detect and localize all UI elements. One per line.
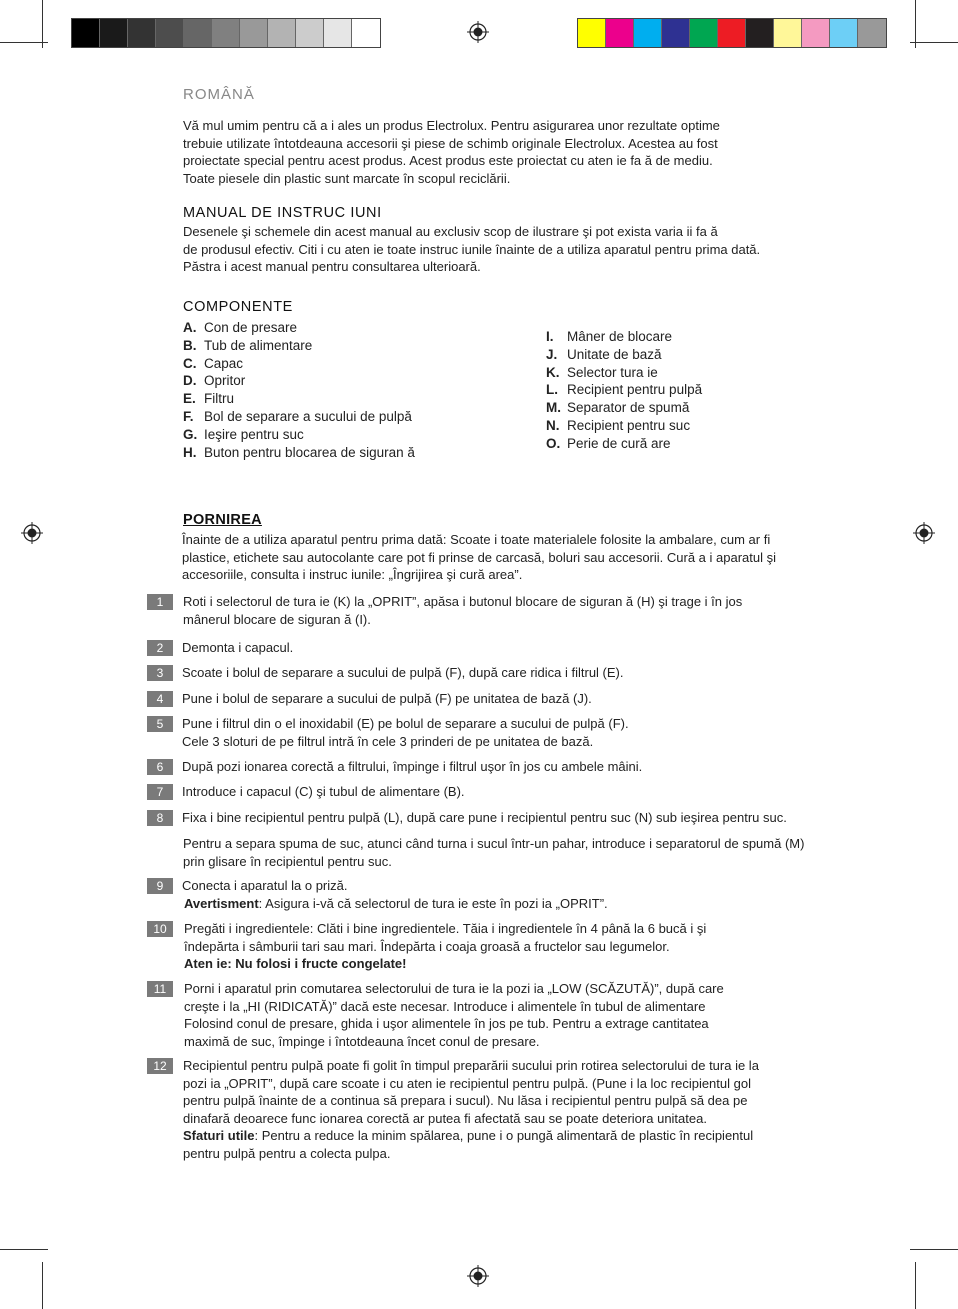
registration-mark-icon [913,522,935,544]
color-swatch [240,19,268,47]
color-swatch [352,19,380,47]
components-heading: COMPONENTE [183,299,293,315]
component-item: A. Con de presare [183,320,298,335]
color-swatch [184,19,212,47]
component-item: L. Recipient pentru pulpă [546,382,703,398]
step-7: Introduce i capacul (C) şi tubul de alimentare (B). [182,784,465,799]
component-item: O. Perie de cură are [546,435,671,451]
color-swatch [662,19,690,47]
component-item: I. Mâner de blocare [546,329,673,344]
color-swatch [802,19,830,47]
component-item: M. Separator de spumă [546,400,690,416]
start-line: accesoriile, consulta i instruc iunile: „Îngrijirea şi cură area”. [182,567,523,582]
components-list-right [546,328,702,453]
intro-line: proiectate special pentru acest produs. Acest produs este proiectat cu aten ie fa ă de mediu. [183,153,713,168]
step-number-badge: 10 [147,921,173,937]
start-paragraph [182,531,842,584]
start-heading: PORNIREA [183,512,262,528]
component-item: D. Opritor [183,373,246,389]
step-number-badge: 4 [147,691,173,707]
intro-paragraph [183,117,720,187]
color-swatch [830,19,858,47]
step-9: Conecta i aparatul la o priză. Avertisment: Asigura i-vă că selectorul de tura ie este în pozi ia „OPRIT”. [182,877,882,912]
color-swatch [634,19,662,47]
color-swatch [72,19,100,47]
step-9-warning: Avertisment: Asigura i-vă că selectorul de tura ie este în pozi ia „OPRIT”. [184,895,608,911]
crop-mark [915,0,916,48]
step-5: Pune i filtrul din o el inoxidabil (E) pe bolul de separare a sucului de pulpă (F). Cele 3 sloturi de pe filtrul intră în cele 3 prinderi de pe unitatea de bază. [182,716,629,749]
step-2: Demonta i capacul. [182,640,294,655]
step-10: Pregăti i ingredientele: Clăti i bine ingredientele. Tăia i ingredientele în 4 până la 6 bucă i şi îndepărta i sâmburii tari sau mari. Îndepărta i coaja groasă a fructelor sau legumelor. Aten ie: Nu folosi i fructe congelate! [184,920,884,973]
step-number-badge: 12 [147,1058,173,1074]
crop-mark [42,1262,43,1309]
color-swatch [128,19,156,47]
component-item: K. Selector tura ie [546,364,658,380]
component-item: J. Unitate de bază [546,346,662,362]
step-3: Scoate i bolul de separare a sucului de pulpă (F), după care ridica i filtrul (E). [182,665,624,680]
crop-mark [910,42,958,43]
color-swatch [296,19,324,47]
step-number-badge: 6 [147,759,173,775]
registration-mark-icon [467,1265,489,1287]
intro-line: Toate piesele din plastic sunt marcate în scopul reciclării. [183,170,511,186]
step-6: După pozi ionarea corectă a filtrului, împinge i filtrul uşor în jos cu ambele mâini. [182,759,643,774]
step-4: Pune i bolul de separare a sucului de pulpă (F) pe unitatea de bază (J). [182,691,592,706]
step-number-badge: 11 [147,981,173,997]
component-item: B. Tub de alimentare [183,337,313,353]
color-swatch [718,19,746,47]
crop-mark [910,1249,958,1250]
manual-line: Păstra i acest manual pentru consultarea ulterioară. [183,259,481,274]
step-number-badge: 3 [147,665,173,681]
intro-line: Vă mul umim pentru că a i ales un produs Electrolux. Pentru asigurarea unor rezultate optime [183,118,720,133]
components-list-left [183,319,415,461]
component-item: F. Bol de separare a sucului de pulpă [183,408,412,424]
color-swatch [606,19,634,47]
component-item: C. Capac [183,355,244,371]
color-calibration-bar [577,18,887,48]
grayscale-calibration-bar [71,18,381,48]
step-number-badge: 9 [147,878,173,894]
step-10-warning: Aten ie: Nu folosi i fructe congelate! [184,956,407,971]
step-number-badge: 5 [147,716,173,732]
color-swatch [858,19,886,47]
manual-line: de produsul efectiv. Citi i cu aten ie toate instruc iunile înainte de a utiliza aparatul pentru prima dată. [183,241,761,257]
manual-line: Desenele şi schemele din acest manual au exclusiv scop de ilustrare şi pot exista varia ii fa ă [183,224,718,239]
crop-mark [0,1249,48,1250]
language-heading: ROMÂNĂ [183,86,255,103]
crop-mark [0,42,48,43]
manual-heading: MANUAL DE INSTRUC IUNI [183,205,382,221]
step-number-badge: 7 [147,784,173,800]
intro-line: trebuie utilizate întotdeauna accesorii şi piese de schimb originale Electrolux. Acestea au fost [183,135,718,151]
component-item: E. Filtru [183,391,234,407]
step-8-note: Pentru a separa spuma de suc, atunci când turna i sucul într-un pahar, introduce i separatorul de spumă (M) prin glisare în recipientul pentru suc. [183,836,805,869]
color-swatch [100,19,128,47]
component-item: H. Buton pentru blocarea de siguran ă [183,444,415,460]
crop-mark [915,1262,916,1309]
step-12: Recipientul pentru pulpă poate fi golit în timpul preparării sucului prin rotirea selectorului de tura ie la pozi ia „OPRIT”, după care scoate i cu aten ie recipientul pentru pulpă. (Pune i la loc recipientul gol pentru pulpă înainte de a continua să prepara i sucul). Nu lăsa i recipientul pentru pulpă să dea pe dinafară deoarece func ionarea corectă ar putea fi afectată sau se poate deteriora unitatea. Sfaturi utile: Pentru a reduce la minim spălarea, pune i o pungă alimentară de plastic în recipientul pentru pulpă pentru a colecta pulpa. [183,1057,883,1162]
step-1: Roti i selectorul de tura ie (K) la „OPRIT”, apăsa i butonul blocare de siguran ă (H) şi trage i în jos mânerul blocare de siguran ă (I). [183,594,743,627]
color-swatch [212,19,240,47]
step-number-badge: 2 [147,640,173,656]
registration-mark-icon [21,522,43,544]
step-11: Porni i aparatul prin comutarea selectorului de tura ie la pozi ia „LOW (SCĂZUTĂ)”, după care creşte i la „HI (RIDICATĂ)” dacă este necesar. Introduce i alimentele în tubul de alimentare Folosind conul de presare, ghida i uşor alimentele în jos pe tub. Pentru a extrage cantitatea maximă de suc, împinge i întotdeauna încet conul de presare. [184,981,724,1049]
registration-mark-icon [467,21,489,43]
color-swatch [746,19,774,47]
start-line: plastice, etichete sau autocolante care pot fi prinse de carcasă, boluri sau accesorii. Cură a i aparatul şi [182,549,776,565]
step-number-badge: 1 [147,594,173,610]
color-swatch [324,19,352,47]
step-number-badge: 8 [147,810,173,826]
color-swatch [156,19,184,47]
component-item: G. Ieşire pentru suc [183,426,304,442]
manual-paragraph [183,223,760,276]
step-12-tips: Sfaturi utile: Pentru a reduce la minim spălarea, pune i o pungă alimentară de plastic în recipientul [183,1128,754,1143]
color-swatch [690,19,718,47]
color-swatch [578,19,606,47]
start-line: Înainte de a utiliza aparatul pentru prima dată: Scoate i toate materialele folosite la ambalare, cum ar fi [182,532,771,547]
step-8: Fixa i bine recipientul pentru pulpă (L), după care pune i recipientul pentru suc (N) sub ieşirea pentru suc. [182,810,787,825]
color-swatch [774,19,802,47]
component-item: N. Recipient pentru suc [546,417,691,433]
color-swatch [268,19,296,47]
crop-mark [42,0,43,48]
